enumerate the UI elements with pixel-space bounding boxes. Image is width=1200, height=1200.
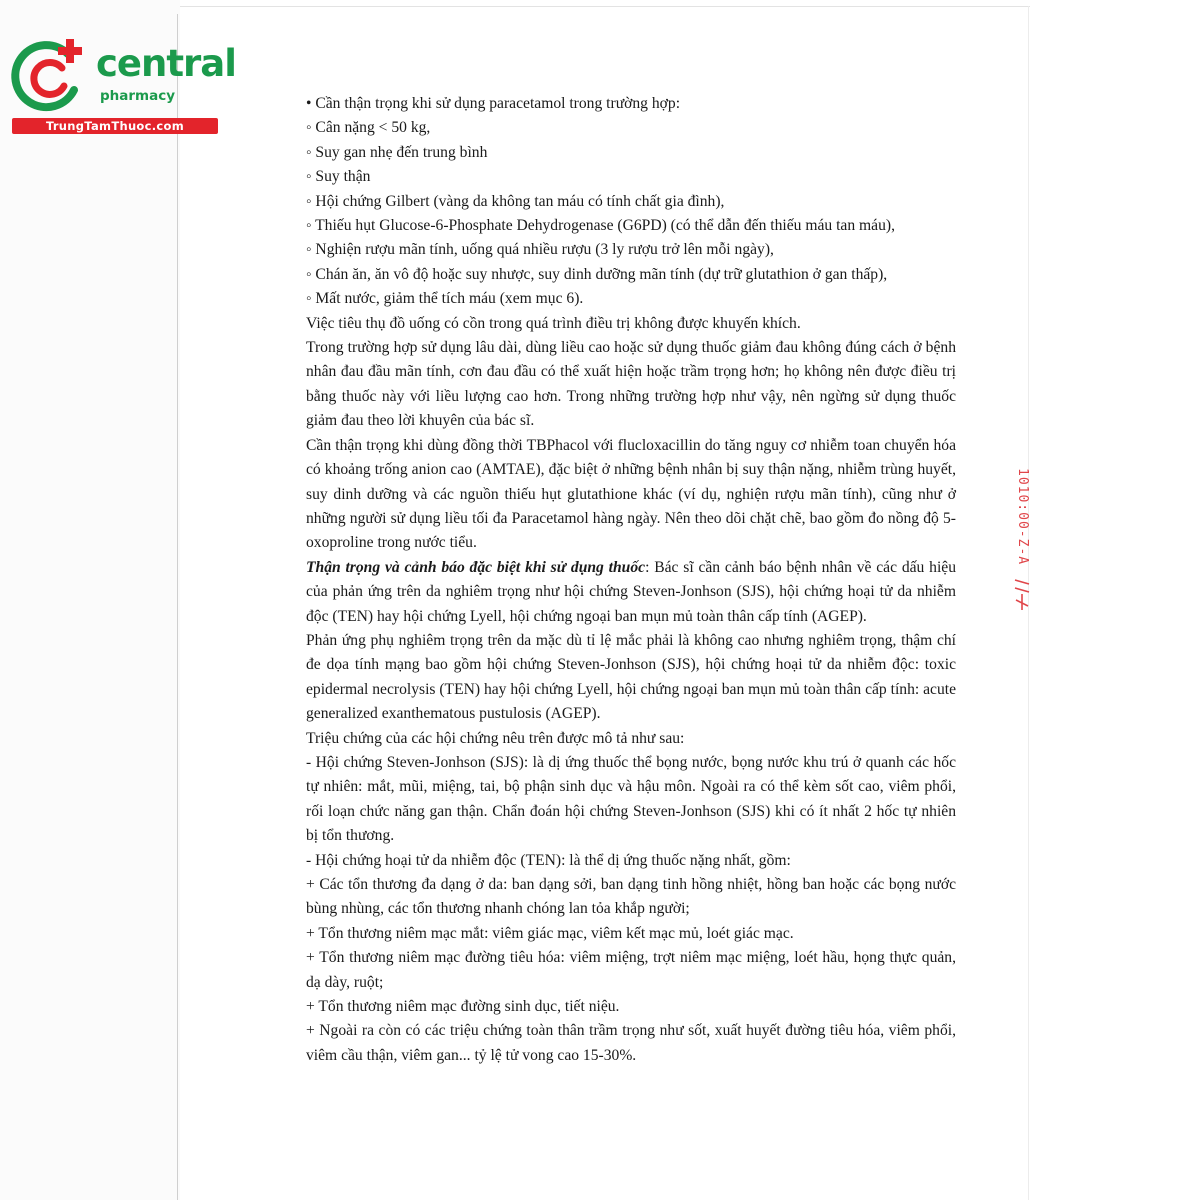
left-margin-area (0, 0, 180, 1200)
warning-text: : Bác sĩ cần cảnh báo bệnh nhân về các dấu hiệu của phản ứng trên da nghiêm trọng như hội chứng Steven-Jonhson (SJS), hội chứng hoại tử da nhiễm độc (TEN) hay hội chứng Lyell, hội chứng ngoại ban mụn mủ toàn thân cấp tính (AGEP). (306, 558, 957, 625)
sjs-description: - Hội chứng Steven-Jonhson (SJS): là dị ứng thuốc thể bọng nước, bọng nước khu trú ở quanh các hốc tự nhiên: mắt, mũi, miệng, tai, bộ phận sinh dục và hậu môn. Ngoài ra có thể kèm sốt cao, viêm phổi, rối loạn chức năng gan thận. Chẩn đoán hội chứng Steven-Jonhson (SJS) khi có ít nhất 2 hốc tự nhiên bị tổn thương. (306, 753, 956, 845)
ten-item: + Ngoài ra còn có các triệu chứng toàn thân trầm trọng như sốt, xuất huyết đường tiêu hóa, viêm phổi, viêm cầu thận, viêm gan... tỷ lệ tử vong cao 15-30%. (306, 1022, 956, 1064)
caution-item: ◦ Cân nặng < 50 kg, (306, 119, 431, 137)
logo-brand-subtitle: pharmacy (100, 88, 176, 104)
alcohol-paragraph: Việc tiêu thụ đồ uống có cồn trong quá trình điều trị không được khuyến khích. (306, 314, 801, 332)
page-edge-line (177, 14, 178, 1200)
red-side-stamp (1008, 462, 1038, 612)
ten-item: + Tổn thương niêm mạc đường tiêu hóa: viêm miệng, trợt niêm mạc miệng, loét hầu, họng thực quản, dạ dày, ruột; (306, 949, 956, 991)
caution-item: ◦ Suy thận (306, 168, 371, 186)
ten-item: + Tổn thương niêm mạc đường sinh dục, tiết niệu. (306, 998, 620, 1016)
central-pharmacy-logo[interactable] (8, 36, 236, 136)
caution-item: ◦ Chán ăn, ăn vô độ hoặc suy nhược, suy dinh dưỡng mãn tính (dự trữ glutathion ở gan thấp), (306, 265, 888, 283)
logo-website-band: TrungTamThuoc.com (12, 118, 218, 134)
warning-heading: Thận trọng và cảnh báo đặc biệt khi sử dụng thuốc (306, 558, 646, 576)
document-body (306, 92, 956, 1068)
ten-intro: - Hội chứng hoại tử da nhiễm độc (TEN): là thể dị ứng thuốc nặng nhất, gồm: (306, 851, 791, 869)
logo-brand-name: central (96, 42, 236, 85)
skin-reaction-paragraph: Phản ứng phụ nghiêm trọng trên da mặc dù tỉ lệ mắc phải là không cao nhưng nghiêm trọng, thậm chí đe dọa tính mạng bao gồm hội chứng Steven-Jonhson (SJS), hội chứng hoại tử da nhiễm độc: toxic epidermal necrolysis (TEN) hay hội chứng Lyell, hội chứng ngoại ban mụn mủ toàn thân cấp tính: acute generalized exanthematous pustulosis (AGEP). (306, 631, 957, 723)
stamp-text: 1010:00-Z-A (1015, 468, 1030, 566)
ten-item: + Các tổn thương đa dạng ở da: ban dạng sởi, ban dạng tinh hồng nhiệt, hồng ban hoặc các bọng nước bùng nhùng, các tổn thương nhanh chóng lan tỏa khắp người; (306, 876, 956, 918)
flucloxacillin-paragraph: Cần thận trọng khi dùng đồng thời TBPhacol với flucloxacillin do tăng nguy cơ nhiễm toan chuyển hóa có khoảng trống anion cao (AMTAE), đặc biệt ở những bệnh nhân bị suy thận nặng, nhiễm trùng huyết, suy dinh dưỡng và các nguồn thiếu hụt glutathione khác (ví dụ, nghiện rượu mãn tính), cũng như ở những người sử dụng liều tối đa Paracetamol hàng ngày. Nên theo dõi chặt chẽ, bao gồm đo nồng độ 5-oxoproline trong nước tiểu. (306, 436, 956, 552)
caution-item: ◦ Mất nước, giảm thể tích máu (xem mục 6). (306, 290, 584, 308)
caution-item: ◦ Hội chứng Gilbert (vàng da không tan máu có tính chất gia đình), (306, 192, 725, 210)
caution-item: ◦ Nghiện rượu mãn tính, uống quá nhiều rượu (3 ly rượu trở lên mỗi ngày), (306, 241, 774, 259)
stamp-mark-icon (1012, 576, 1032, 612)
warning-paragraph (306, 556, 956, 629)
symptoms-intro: Triệu chứng của các hội chứng nêu trên được mô tả như sau: (306, 729, 685, 747)
top-edge-line (180, 6, 1030, 7)
caution-intro-line: • Cần thận trọng khi sử dụng paracetamol trong trường hợp: (306, 95, 681, 112)
pharmacy-cross-logo-icon (10, 38, 90, 116)
long-term-use-paragraph: Trong trường hợp sử dụng lâu dài, dùng liều cao hoặc sử dụng thuốc giảm đau không đúng cách ở bệnh nhân đau đầu mãn tính, cơn đau đầu có thể xuất hiện hoặc trầm trọng hơn; họ không nên được điều trị bằng thuốc này với liều lượng cao hơn. Trong những trường hợp như vậy, nên ngừng sử dụng thuốc giảm đau theo lời khuyên của bác sĩ. (306, 339, 956, 430)
ten-item: + Tổn thương niêm mạc mắt: viêm giác mạc, viêm kết mạc mủ, loét giác mạc. (306, 924, 794, 942)
caution-item: ◦ Suy gan nhẹ đến trung bình (306, 143, 488, 161)
caution-item: ◦ Thiếu hụt Glucose-6-Phosphate Dehydrogenase (G6PD) (có thể dẫn đến thiếu máu tan máu), (306, 217, 895, 235)
